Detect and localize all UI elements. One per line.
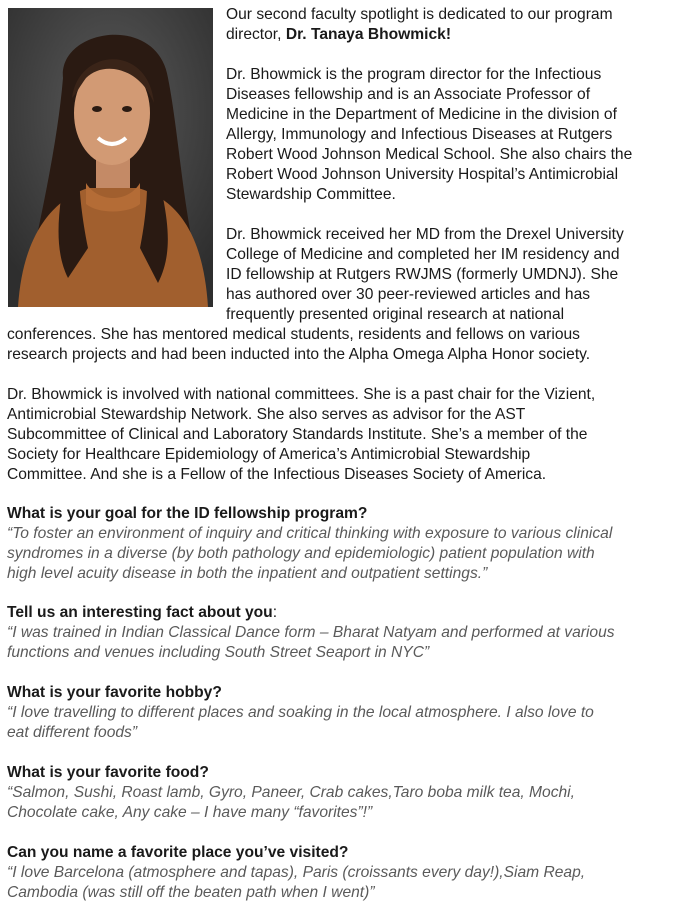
bio1-line: Robert Wood Johnson University Hospital’s Antimicrobial	[226, 166, 619, 183]
qa-question: What is your favorite food?	[7, 764, 209, 781]
director-name: Dr. Tanaya Bhowmick!	[285, 26, 452, 43]
bio2-line: has authored over 30 peer-reviewed articles and has	[226, 286, 591, 303]
bio3-line: Society for Healthcare Epidemiology of America’s Antimicrobial Stewardship	[7, 446, 531, 463]
bio1-line: Robert Wood Johnson Medical School. She also chairs the	[226, 146, 633, 163]
bio3-line: Antimicrobial Stewardship Network. She also serves as advisor for the AST	[7, 406, 526, 423]
qa-answer-line: Chocolate cake, Any cake – I have many “favorites”!”	[7, 804, 373, 821]
portrait-illustration	[8, 8, 213, 307]
bio1-line: Medicine in the Department of Medicine in the division of	[226, 106, 617, 123]
bio2-line: College of Medicine and completed her IM residency and	[226, 246, 620, 263]
qa-question: Tell us an interesting fact about you	[7, 604, 273, 621]
qa-answer-line: “I love travelling to different places and soaking in the local atmosphere. I also love to	[7, 704, 594, 721]
bio2-line: conferences. She has mentored medical students, residents and fellows on various	[7, 326, 580, 343]
qa-question: Can you name a favorite place you’ve visited?	[7, 844, 349, 861]
intro-prefix: director,	[226, 26, 286, 43]
qa-question: What is your favorite hobby?	[7, 684, 222, 701]
qa-answer-line: Cambodia (was still off the beaten path when I went)”	[7, 884, 375, 901]
bio2-line: research projects and had been inducted into the Alpha Omega Alpha Honor society.	[7, 346, 591, 363]
qa-answer-line: “To foster an environment of inquiry and critical thinking with exposure to various clinical	[7, 525, 613, 542]
qa-answer-line: syndromes in a diverse (by both pathology and epidemiologic) patient population with	[7, 545, 595, 562]
qa-question-line	[7, 603, 277, 623]
qa-question-suffix: :	[272, 604, 278, 621]
qa-answer-line: “Salmon, Sushi, Roast lamb, Gyro, Paneer, Crab cakes,Taro boba milk tea, Mochi,	[7, 784, 575, 801]
bio3-line: Dr. Bhowmick is involved with national committees. She is a past chair for the Vizient,	[7, 386, 596, 403]
qa-question: What is your goal for the ID fellowship program?	[7, 505, 368, 522]
bio2-line: ID fellowship at Rutgers RWJMS (formerly UMDNJ). She	[226, 266, 619, 283]
qa-answer-line: “I was trained in Indian Classical Dance form – Bharat Natyam and performed at various	[7, 624, 615, 641]
bio2-line: frequently presented original research at national	[226, 306, 565, 323]
bio1-line: Dr. Bhowmick is the program director for the Infectious	[226, 66, 602, 83]
bio2-line: Dr. Bhowmick received her MD from the Drexel University	[226, 226, 624, 243]
bio1-line: Diseases fellowship and is an Associate Professor of	[226, 86, 591, 103]
bio3-line: Committee. And she is a Fellow of the Infectious Diseases Society of America.	[7, 466, 547, 483]
qa-answer-line: eat different foods”	[7, 724, 138, 741]
qa-answer-line: functions and venues including South Street Seaport in NYC”	[7, 644, 430, 661]
bio3-line: Subcommittee of Clinical and Laboratory Standards Institute. She’s a member of the	[7, 426, 588, 443]
portrait-photo	[8, 8, 213, 307]
bio1-line: Allergy, Immunology and Infectious Diseases at Rutgers	[226, 126, 613, 143]
qa-answer-line: “I love Barcelona (atmosphere and tapas), Paris (croissants every day!),Siam Reap,	[7, 864, 586, 881]
bio1-line: Stewardship Committee.	[226, 186, 396, 203]
qa-answer-line: high level acuity disease in both the inpatient and outpatient settings.”	[7, 565, 488, 582]
intro-line-2	[226, 25, 451, 45]
intro-line-1: Our second faculty spotlight is dedicated to our program	[226, 6, 613, 23]
